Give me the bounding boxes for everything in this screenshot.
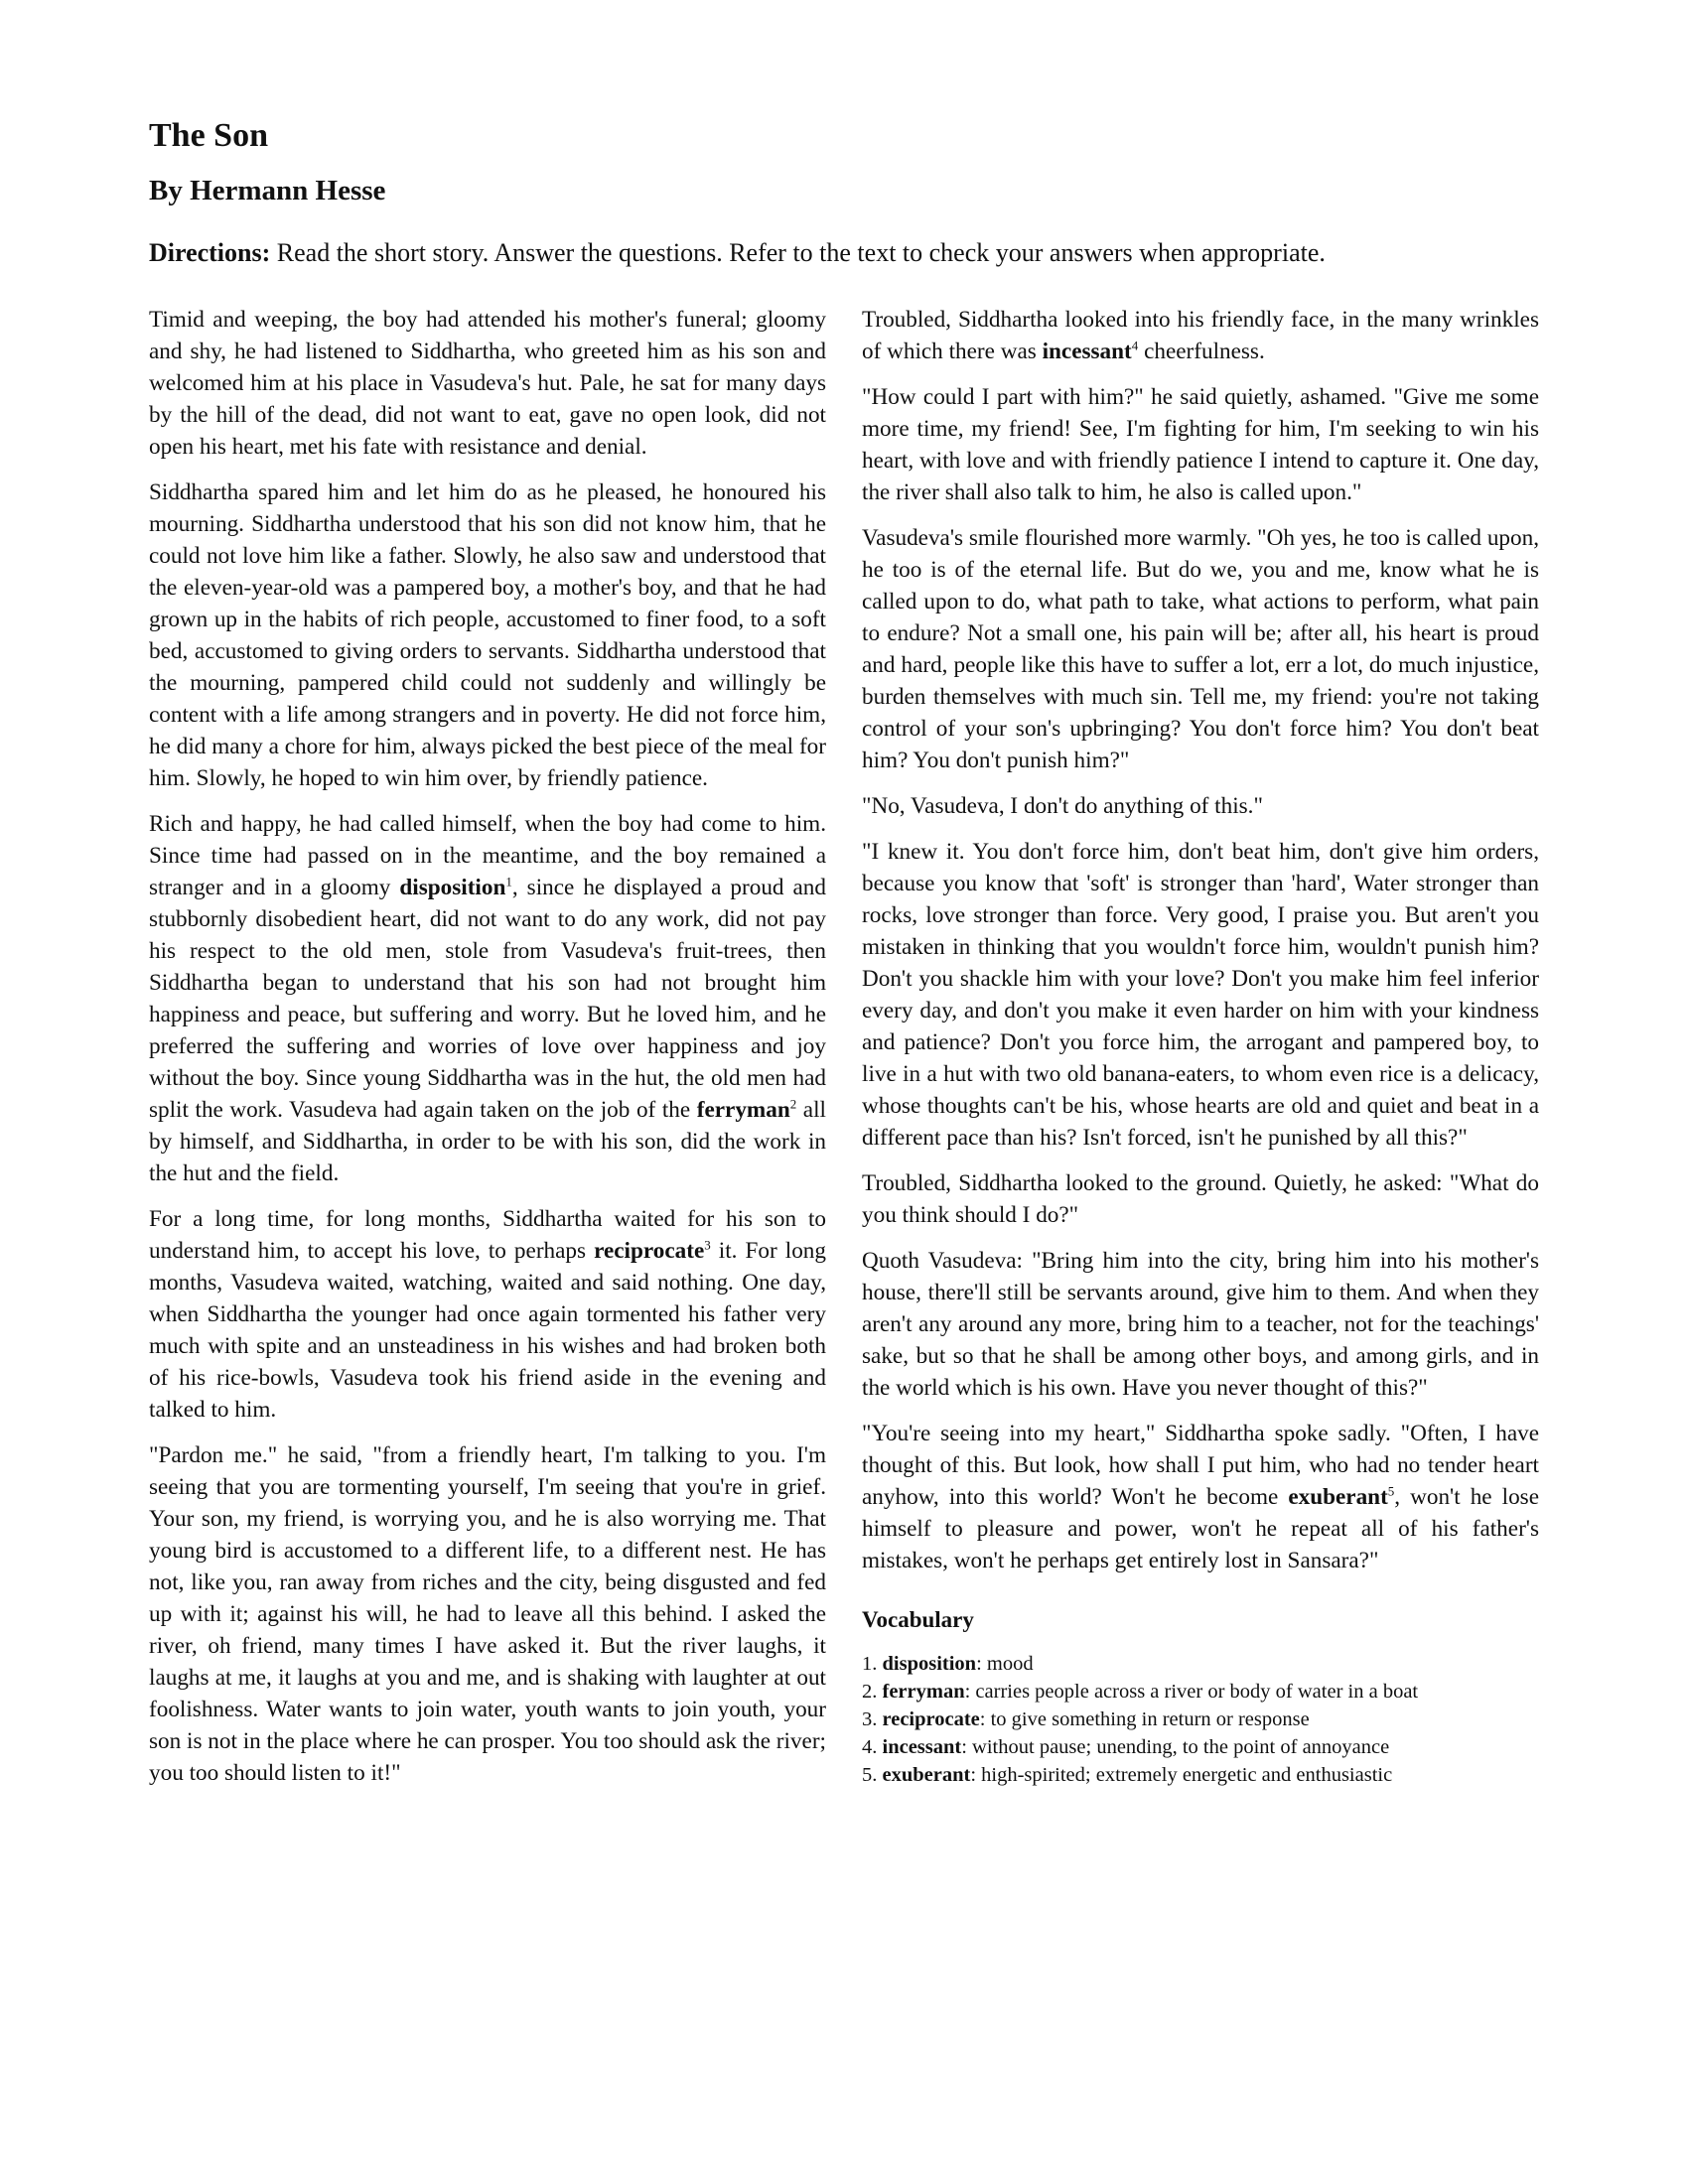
- story-paragraph: Siddhartha spared him and let him do as he pleased, he honoured his mourning. Siddhartha understood that his son did not know him, that he could not love him like a father. Slowly, he also saw and understood that the eleven-year-old was a pampered boy, a mother's boy, and that he had grown up in the habits of rich people, accustomed to finer food, to a soft bed, accustomed to giving orders to servants. Siddhartha understood that the mourning, pampered child could not suddenly and willingly be content with a life among strangers and in poverty. He did not force him, he did many a chore for him, always picked the best piece of the meal for him. Slowly, he hoped to win him over, by friendly patience.: [149, 479, 826, 791]
- vocabulary-item: 4. incessant: without pause; unending, to the point of annoyance: [862, 1736, 1390, 1758]
- story-paragraph: "I knew it. You don't force him, don't beat him, don't give him orders, because you know that 'soft' is stronger than 'hard', Water stronger than rocks, love stronger than force. Very good, I praise you. But aren't you mistaken in thinking that you wouldn't force him, wouldn't punish him? Don't you shackle him with your love? Don't you make him feel inferior every day, and don't you make it even harder on him with your kindness and patience? Don't you force him, the arrogant and pampered boy, to live in a hut with two old banana-eaters, to whom even rice is a delicacy, whose thoughts can't be his, whose hearts are old and quiet and beat in a different pace than his? Isn't forced, isn't he punished by all this?": [862, 839, 1539, 1151]
- footnote-marker: 2: [789, 1096, 797, 1112]
- footnote-marker: 1: [505, 874, 512, 889]
- story-column-left: [149, 304, 826, 1803]
- directions: [149, 238, 1326, 268]
- story-paragraph: Vasudeva's smile flourished more warmly. "Oh yes, he too is called upon, he too is of the eternal life. But do we, you and me, know what he is called upon to do, what path to take, what actions to perform, what pain to endure? Not a small one, his pain will be; after all, his heart is proud and hard, people like this have to suffer a lot, err a lot, do much injustice, burden themselves with much sin. Tell me, my friend: you're not taking control of your son's upbringing? You don't force him? You don't beat him? You don't punish him?": [862, 525, 1539, 773]
- story-paragraph: Troubled, Siddhartha looked into his friendly face, in the many wrinkles of which there was incessant$^4$ cheerfulness.: [862, 307, 1539, 364]
- story-paragraph: "How could I part with him?" he said quietly, ashamed. "Give me some more time, my friend! See, I'm fighting for him, I'm seeking to win his heart, with love and with friendly patience I intend to capture it. One day, the river shall also talk to him, he also is called upon.": [862, 384, 1539, 505]
- story-paragraph: Timid and weeping, the boy had attended his mother's funeral; gloomy and shy, he had listened to Siddhartha, who greeted him as his son and welcomed him at his place in Vasudeva's hut. Pale, he sat for many days by the hill of the dead, did not want to eat, gave no open look, did not open his heart, met his fate with resistance and denial.: [149, 307, 826, 460]
- story-paragraph: "No, Vasudeva, I don't do anything of this.": [862, 793, 1263, 819]
- vocabulary-item: 2. ferryman: carries people across a river or body of water in a boat: [862, 1681, 1419, 1703]
- footnote-marker: 5: [1387, 1483, 1395, 1499]
- story-title: The Son: [149, 117, 268, 154]
- story-paragraph: "Pardon me." he said, "from a friendly heart, I'm talking to you. I'm seeing that you are tormenting yourself, I'm seeing that you're in grief. Your son, my friend, is worrying you, and he is also worrying me. That young bird is accustomed to a different life, to a different nest. He has not, like you, ran away from riches and the city, being disgusted and fed up with it; against his will, he had to leave all this behind. I asked the river, oh friend, many times I have asked it. But the river laughs, it laughs at me, it laughs at you and me, and is shaking with laughter at out foolishness. Water wants to join water, youth wants to join youth, your son is not in the place where he can prosper. You too should ask the river; you too should listen to it!": [149, 1442, 826, 1786]
- vocabulary-item: 5. exuberant: high-spirited; extremely energetic and enthusiastic: [862, 1764, 1393, 1786]
- story-paragraph: "You're seeing into my heart," Siddhartha spoke sadly. "Often, I have thought of this. But look, how shall I put him, who had no tender heart anyhow, into this world? Won't he become exuberant$^5$, won't he lose himself to pleasure and power, won't he repeat all of his father's mistakes, won't he perhaps get entirely lost in Sansara?": [862, 1421, 1539, 1573]
- vocab-term-ferryman: ferryman: [696, 1097, 790, 1123]
- vocab-term-exuberant: exuberant: [1288, 1484, 1388, 1510]
- vocabulary-item: 3. reciprocate: to give something in return or response: [862, 1708, 1310, 1730]
- story-column-right: [862, 304, 1539, 1789]
- story-paragraph: Quoth Vasudeva: "Bring him into the city, bring him into his mother's house, there'll still be servants around, give him to them. And when they aren't any around any more, bring him to a teacher, not for the teachings' sake, but so that he shall be among other boys, and among girls, and in the world which is his own. Have you never thought of this?": [862, 1248, 1539, 1401]
- vocabulary-item: 1. disposition: mood: [862, 1653, 1034, 1675]
- footnote-marker: 3: [704, 1237, 711, 1253]
- vocabulary-list: [862, 1650, 1539, 1789]
- vocab-term-reciprocate: reciprocate: [594, 1238, 705, 1264]
- story-paragraph: For a long time, for long months, Siddhartha waited for his son to understand him, to accept his love, to perhaps reciprocate$^3$ it. For long months, Vasudeva waited, watching, waited and said nothing. One day, when Siddhartha the younger had once again tormented his father very much with spite and an unsteadiness in his wishes and had broken both of his rice-bowls, Vasudeva took his friend aside in the evening and talked to him.: [149, 1206, 826, 1423]
- story-author: By Hermann Hesse: [149, 175, 386, 206]
- story-paragraph: Troubled, Siddhartha looked to the ground. Quietly, he asked: "What do you think should I do?": [862, 1170, 1539, 1228]
- directions-text: Read the short story. Answer the questions. Refer to the text to check your answers when appropriate.: [270, 238, 1326, 267]
- vocab-term-disposition: disposition: [399, 875, 506, 900]
- vocabulary-heading: Vocabulary: [862, 1607, 974, 1632]
- vocab-term-incessant: incessant: [1042, 339, 1132, 364]
- footnote-marker: 4: [1131, 338, 1139, 353]
- story-paragraph: Rich and happy, he had called himself, when the boy had come to him. Since time had passed on in the meantime, and the boy remained a stranger and in a gloomy disposition$^1$, since he displayed a proud and stubbornly disobedient heart, did not want to do any work, did not pay his respect to the old men, stole from Vasudeva's fruit-trees, then Siddhartha began to understand that his son had not brought him happiness and peace, but suffering and worry. But he loved him, and he preferred the suffering and worries of love over happiness and joy without the boy. Since young Siddhartha was in the hut, the old men had split the work. Vasudeva had again taken on the job of the ferryman$^2$ all by himself, and Siddhartha, in order to be with his son, did the work in the hut and the field.: [149, 811, 826, 1186]
- directions-label: Directions:: [149, 238, 271, 267]
